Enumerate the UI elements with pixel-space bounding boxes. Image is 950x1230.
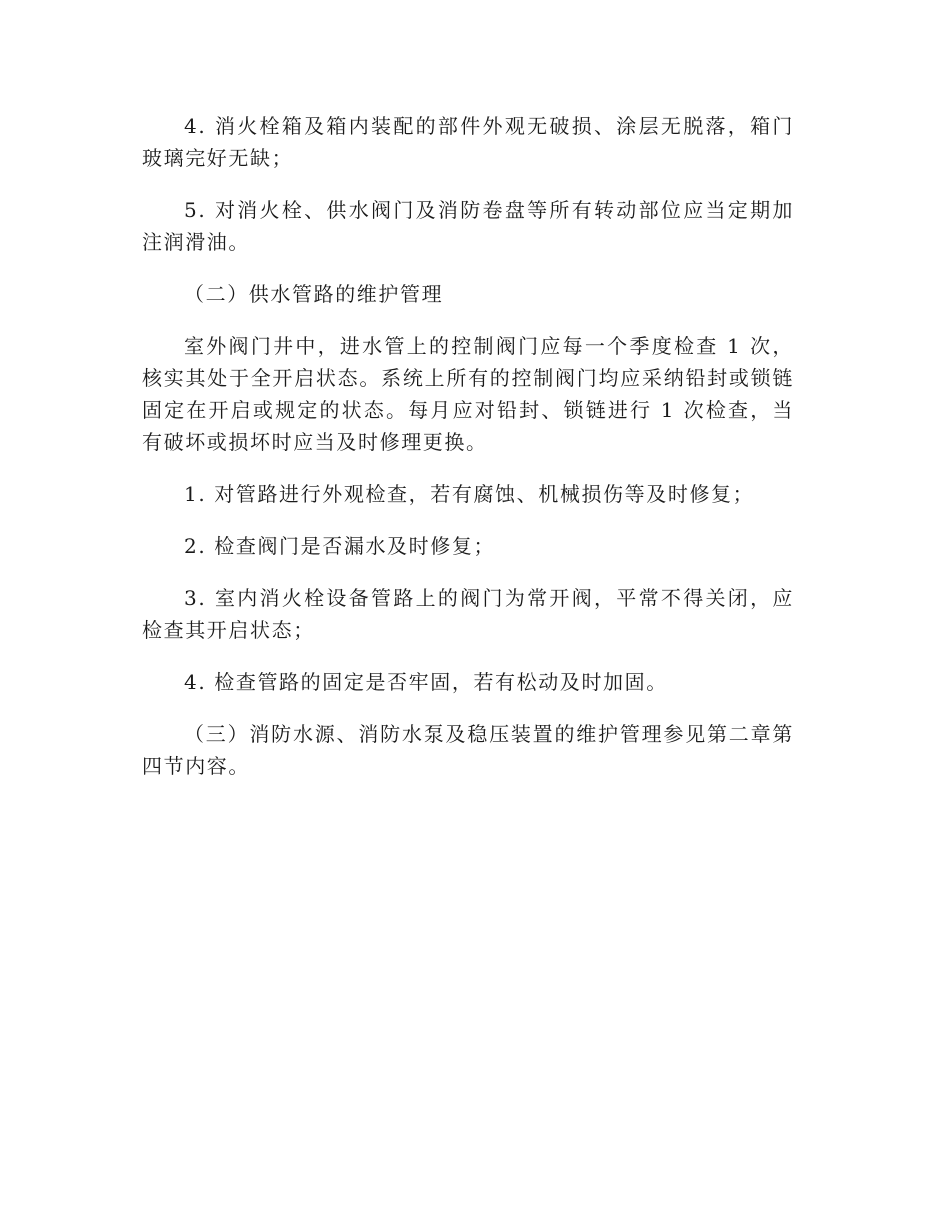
- paragraph-item-2-valve-leak: 2. 检查阀门是否漏水及时修复；: [184, 534, 496, 558]
- document-body: [142, 110, 794, 782]
- paragraph-spacer: [142, 698, 794, 718]
- paragraph-item-3-indoor-valve: 3. 室内消火栓设备管路上的阀门为常开阀，平常不得关闭，应检查其开启状态；: [142, 586, 794, 642]
- paragraph-spacer: [142, 458, 794, 478]
- paragraph-spacer: [142, 646, 794, 666]
- section-heading-pipeline: （二）供水管路的维护管理: [184, 282, 444, 306]
- paragraph-spacer: [142, 258, 794, 278]
- paragraph-item-1-inspection: 1. 对管路进行外观检查，若有腐蚀、机械损伤等及时修复；: [184, 482, 755, 506]
- paragraph-spacer: [142, 562, 794, 582]
- paragraph-spacer: [142, 310, 794, 330]
- paragraph-outdoor-valve: 室外阀门井中，进水管上的控制阀门应每一个季度检查 1 次，核实其处于全开启状态。系统上所有的控制阀门均应采纳铅封或锁链固定在开启或规定的状态。每月应对铅封、锁链进行 1 次检查，当有破坏或损坏时应当及时修理更换。: [142, 334, 794, 454]
- paragraph-item-5-lubrication: 5. 对消火栓、供水阀门及消防卷盘等所有转动部位应当定期加注润滑油。: [142, 198, 794, 254]
- paragraph-item-4-fixing: 4. 检查管路的固定是否牢固，若有松动及时加固。: [184, 670, 668, 694]
- section-heading-water-source: （三）消防水源、消防水泵及稳压装置的维护管理参见第二章第四节内容。: [142, 722, 794, 778]
- paragraph-spacer: [142, 510, 794, 530]
- paragraph-item-4-cabinet: 4. 消火栓箱及箱内装配的部件外观无破损、涂层无脱落，箱门玻璃完好无缺；: [142, 114, 794, 170]
- paragraph-spacer: [142, 174, 794, 194]
